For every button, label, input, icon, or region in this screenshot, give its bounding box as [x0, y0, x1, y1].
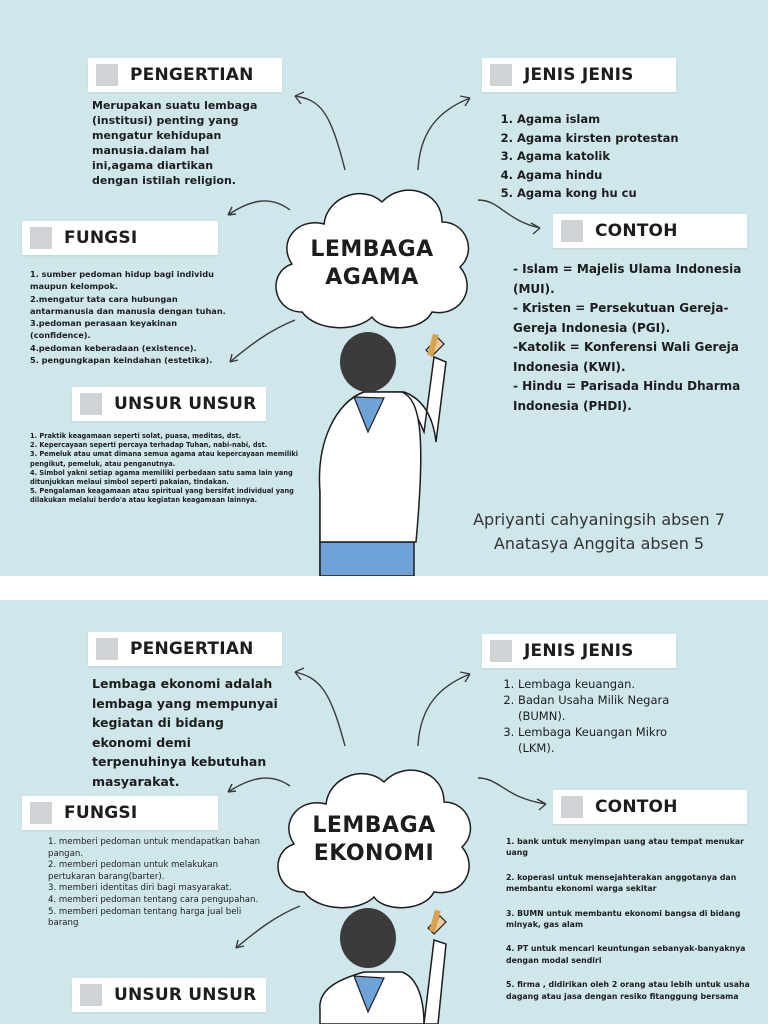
pengertian-text: Merupakan suatu lembaga (institusi) penting yang mengatur kehidupan manusia.dalam hal ini,agama diartikan dengan istilah religion. — [92, 99, 258, 187]
fungsi-label: FUNGSI — [22, 796, 218, 830]
unsur-label: UNSUR UNSUR — [72, 978, 266, 1012]
connector-arrows — [0, 600, 768, 1024]
unsur-text: 1. Praktik keagamaan seperti solat, puasa, meditas, dst. 2. Kepercayaan seperti percaya terhadap Tuhan, nabi-nabi, dst. 3. Pemeluk atau umat dimana semua agama atau kepercayaan memiliki pengikut, pemeluk, atau penganutnya. 4. Simbol yakni setiap agama memiliki perbedaan satu sama lain yang ditunjukkan melaui simbol seperti pakaian, tindakan. 5. Pengalaman keagamaan atau spiritual yang bersifat individual yang dilakukan melalui berdo'a atau kegiatan keagamaan lainnya. — [30, 432, 298, 505]
lembaga-ekonomi-poster — [0, 600, 768, 1024]
list-item: 5. Agama kong hu cu — [517, 184, 725, 203]
contoh-text: 1. bank untuk menyimpan uang atau tempat menukar uang 2. koperasi untuk mensejahterakan anggotanya dan membantu ekonomi warga sekitar 3. BUMN untuk membantu ekonomi bangsa di bidang minyak, gas alam 4. PT untuk mencari keuntungan sebanyak-banyaknya dengan modal sendiri 5. firma , didirikan oleh 2 orang atau lebih untuk usaha dagang atau jasa dengan resiko fitanggung bersama — [506, 837, 750, 1001]
fungsi-label: FUNGSI — [22, 221, 218, 255]
unsur-label: UNSUR UNSUR — [72, 387, 266, 421]
list-item: 4. Agama hindu — [517, 166, 725, 185]
fungsi-text: 1. sumber pedoman hidup bagi individu maupun kelompok. 2.mengatur tata cara hubungan antarmanusia dan manusia dengan tuhan. 3.pedoman perasaan keyakinan (confidence). 4.pedoman keberadaan (existence). 5. pengungkapan keindahan (estetika). — [30, 269, 226, 366]
list-item: 1. Lembaga keuangan. — [518, 676, 686, 692]
fungsi-text: 1. memberi pedoman untuk mendapatkan bahan pangan. 2. memberi pedoman untuk melakukan pertukaran barang(barter). 3. memberi identitas diri bagi masyarakat. 4. memberi pedoman tentang cara pengupahan. 5. memberi pedoman tentang harga jual beli barang — [48, 837, 261, 929]
poster-title: LEMBAGA EKONOMI — [312, 813, 436, 866]
credit-text: Apriyanti cahyaningsih absen 7 Anatasya Anggita absen 5 — [473, 510, 725, 553]
list-item: 2. Agama kirsten protestan — [517, 129, 725, 148]
pengertian-label: PENGERTIAN — [88, 632, 282, 666]
contoh-label: CONTOH — [553, 214, 747, 248]
poster-title: LEMBAGA AGAMA — [310, 237, 434, 290]
list-item: 3. Agama katolik — [517, 147, 725, 166]
jenis-label: JENIS JENIS — [482, 58, 676, 92]
contoh-text: - Islam = Majelis Ulama Indonesia (MUI). - Kristen = Persekutuan Gereja-Gereja Indonesia (PGI). -Katolik = Konferensi Wali Gereja Indonesia (KWI). - Hindu = Parisada Hindu Dharma Indonesia (PHDI). — [513, 262, 742, 413]
page-gap — [0, 576, 768, 600]
list-item: 2. Badan Usaha Milik Negara (BUMN). — [518, 692, 686, 724]
jenis-label: JENIS JENIS — [482, 634, 676, 668]
list-item: 3. Lembaga Keuangan Mikro (LKM). — [518, 724, 686, 756]
pengertian-text: Lembaga ekonomi adalah lembaga yang mempunyai kegiatan di bidang ekonomi demi terpenuhinya kebutuhan masyarakat. — [92, 676, 278, 789]
list-item: 1. Agama islam — [517, 110, 725, 129]
pengertian-label: PENGERTIAN — [88, 58, 282, 92]
contoh-label: CONTOH — [553, 790, 747, 824]
